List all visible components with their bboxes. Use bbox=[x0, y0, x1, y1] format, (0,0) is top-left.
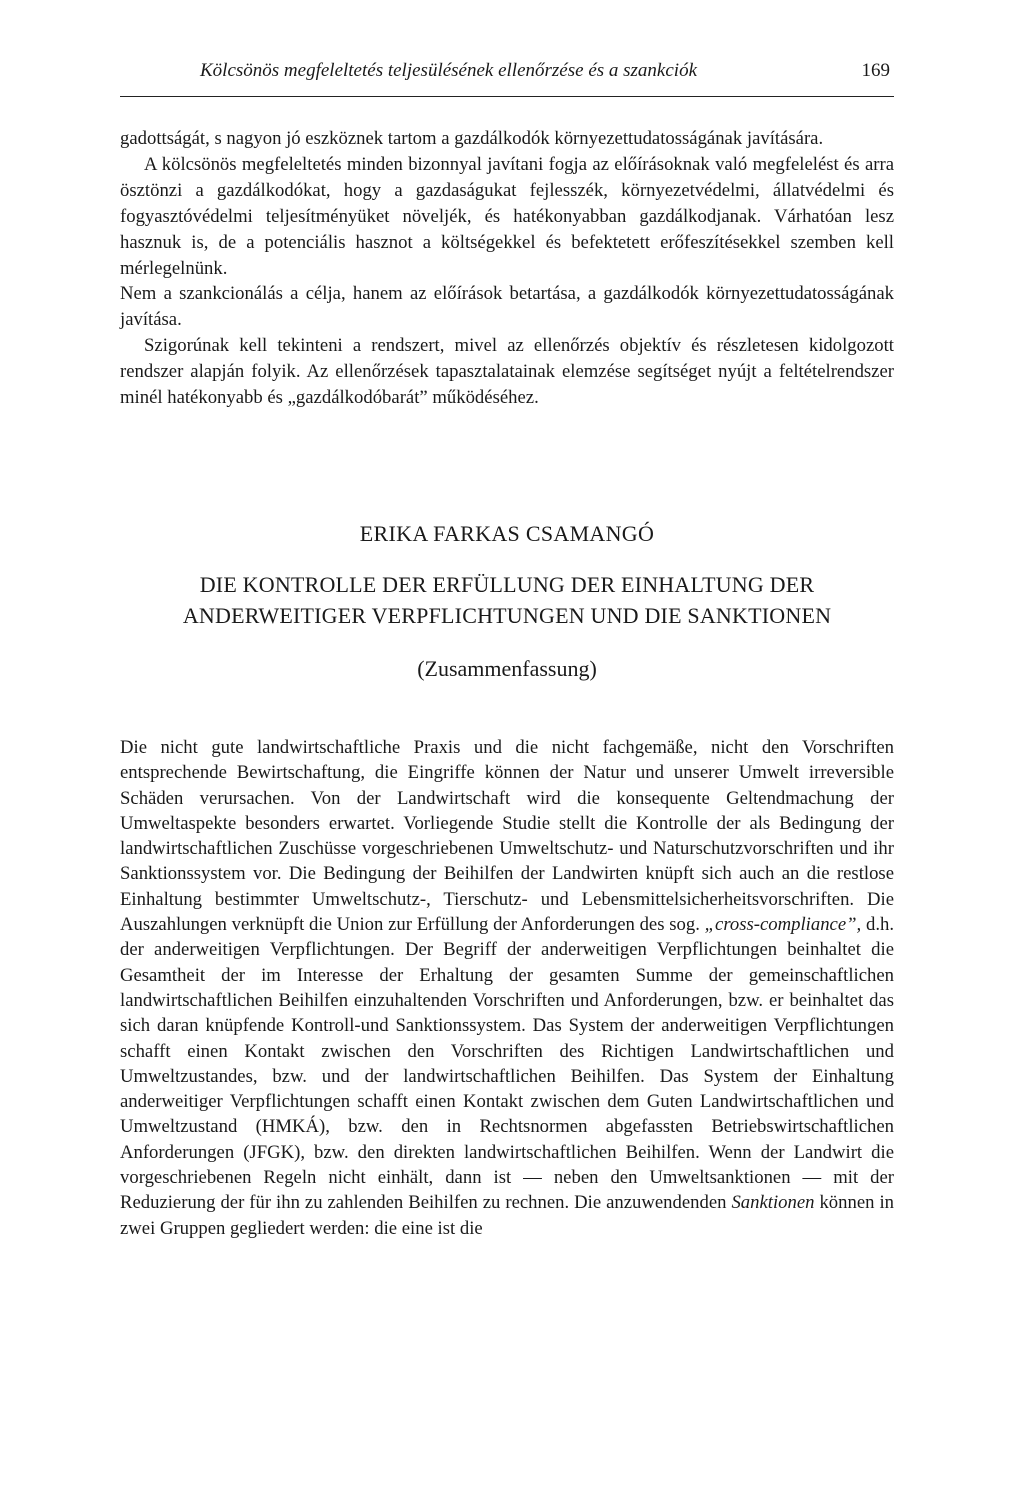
running-header bbox=[120, 60, 894, 97]
summary-paragraph bbox=[120, 735, 894, 1241]
summary-title bbox=[120, 569, 894, 631]
summary-text-part-1: Die nicht gute landwirtschaftliche Praxis und die nicht fachgemäße, nicht den Vorschriften entsprechende Bewirtschaftung, die Eingriffe können der Natur und unserer Umwelt irreversible Schäden verursachen. Von der Landwirtschaft wird die konsequente Geltendmachung der Umweltaspekte besonders erwartet. Vorliegende Studie stellt die Kontrolle der als Bedingung der landwirtschaftlichen Zuschüsse vorgeschriebenen Umweltschutz- und Naturschutzvorschriften und ihr Sanktionssystem vor. Die Bedingung der Beihilfen der Landwirten knüpft sich auch an die restlose Einhaltung bestimmter Umweltschutz-, Tierschutz- und Lebensmittelsicherheitsvorschriften. Die Auszahlungen verknüpft die Union zur Erfüllung der Anforderungen des sog. bbox=[120, 737, 894, 936]
cross-compliance-term: „cross-compliance”, bbox=[704, 914, 862, 936]
summary-label: (Zusammenfassung) bbox=[417, 656, 597, 681]
paragraph-1: gadottságát, s nagyon jó eszköznek tartom a gazdálkodók környezettudatosságának javítására. bbox=[120, 128, 824, 149]
summary-text-part-2: d.h. der anderweitigen Verpflichtungen. Der Begriff der anderweitigen Verpflichtungen beinhaltet die Gesamtheit der im Interesse der Erhaltung der gesamten Summe der gemeinschaftlichen landwirtschaftlichen Beihilfen einzuhaltenden Vorschriften und Anforderungen, bzw. er beinhaltet das sich daran knüpfende Kontroll-und Sanktionssystem. Das System der anderweitigen Verpflichtungen schafft einen Kontakt zwischen den Vorschriften des Richtigen Landwirtschaftlichen und Umweltzustandes, bzw. und der landwirtschaftlichen Beihilfen. Das System der Einhaltung anderweitiger Verpflichtungen schafft einen Kontakt zwischen dem Guten Landwirtschaftlichen und Umweltzustand (HMKÁ), bzw. den in Rechtsnormen abgefassten Betriebswirtschaftlichen Anforderungen (JFGK), bzw. den direkten landwirtschaftlichen Beihilfen. Wenn der Landwirt die vorgeschriebenen Regeln nicht einhält, dann ist — neben den Umweltsanktionen — mit der Reduzierung der für ihn zu zahlenden Beihilfen zu rechnen. Die anzuwendenden bbox=[120, 914, 894, 1214]
summary-body bbox=[120, 735, 894, 1241]
paragraph-3: Nem a szankcionálás a célja, hanem az előírások betartása, a gazdálkodók környezettudatosságának javítása. bbox=[120, 283, 894, 331]
page-number: 169 bbox=[861, 60, 890, 81]
summary-text-part-3: können in zwei Gruppen gegliedert werden: die eine ist die bbox=[120, 1192, 894, 1239]
summary-title-line-2: ANDERWEITIGER VERPFLICHTUNGEN UND DIE SANKTIONEN bbox=[182, 603, 832, 628]
paragraph-4: Szigorúnak kell tekinteni a rendszert, mivel az ellenőrzés objektív és részletesen kidolgozott rendszer alapján folyik. Az ellenőrzések tapasztalatainak elemzése segítséget nyújt a feltételrendszer minél hatékonyabb és „gazdálkodóbarát” működéséhez. bbox=[120, 335, 894, 409]
paragraph-2: A kölcsönös megfeleltetés minden bizonnyal javítani fogja az előírásoknak való megfelelést és arra ösztönzi a gazdálkodókat, hogy a gazdaságukat fejlesszék, környezetvédelmi, állatvédelmi és fogyasztóvédelmi teljesítményüket növeljék, és hatékonyabban gazdálkodjanak. Várhatóan lesz hasznuk is, de a potenciális hasznot a költségekkel és befektetett erőfeszítésekkel szemben kell mérlegelnünk. bbox=[120, 153, 894, 279]
summary-author: ERIKA FARKAS CSAMANGÓ bbox=[359, 521, 655, 546]
running-title: Kölcsönös megfeleltetés teljesülésének ellenőrzése és a szankciók bbox=[200, 60, 698, 81]
summary-title-line-1: DIE KONTROLLE DER ERFÜLLUNG DER EINHALTUNG DER bbox=[199, 572, 815, 597]
hungarian-body bbox=[120, 126, 894, 411]
sanktionen-term: Sanktionen bbox=[731, 1192, 815, 1214]
